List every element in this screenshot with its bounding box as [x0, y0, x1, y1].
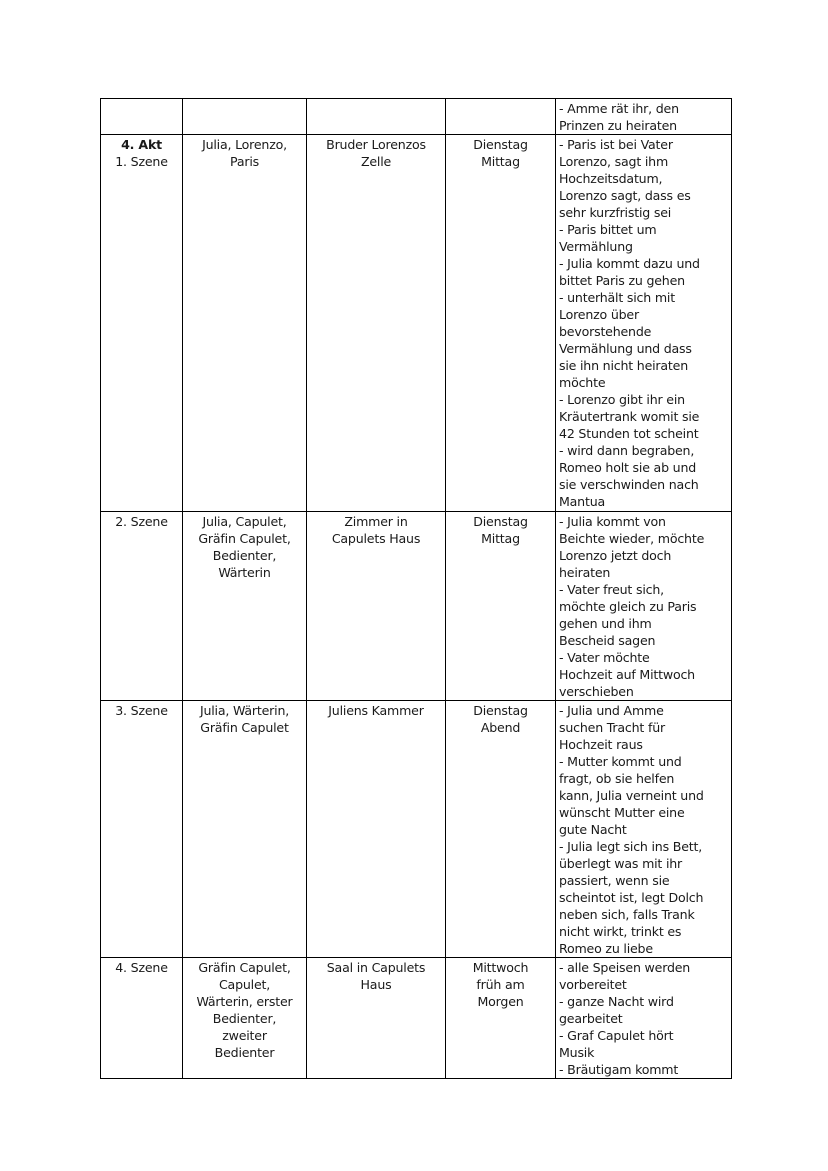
cell-line: gute Nacht: [559, 822, 627, 837]
cell-line: verschieben: [559, 684, 634, 699]
cell-line: Hochzeit auf Mittwoch: [559, 667, 695, 682]
cell-line: Morgen: [477, 994, 524, 1009]
cell-line: Bruder Lorenzos: [326, 137, 426, 152]
cell-line: Romeo zu liebe: [559, 941, 653, 956]
cell-line: - Graf Capulet hört: [559, 1028, 674, 1043]
cell-line: gehen und ihm: [559, 616, 652, 631]
place-cell: [307, 512, 446, 701]
cell-line: - Paris ist bei Vater: [559, 137, 673, 152]
notes-cell: [556, 701, 732, 958]
cell-line: Vermählung: [559, 239, 633, 254]
scene-table: [100, 98, 732, 1079]
cell-line: Abend: [480, 720, 521, 735]
cell-line: Lorenzo sagt, dass es: [559, 188, 691, 203]
cell-line: Hochzeitsdatum,: [559, 171, 663, 186]
cell-line: überlegt was mit ihr: [559, 856, 683, 871]
cell-line: - alle Speisen werden: [559, 960, 691, 975]
act-cell: [101, 512, 183, 701]
cell-line: suchen Tracht für: [559, 720, 665, 735]
cell-line: Bescheid sagen: [559, 633, 656, 648]
time-cell: [446, 958, 556, 1079]
cell-line: Mittag: [481, 154, 520, 169]
cell-line: Bedienter: [214, 1045, 275, 1060]
cell-line: sie verschwinden nach: [559, 477, 699, 492]
persons-cell: [183, 512, 307, 701]
cell-line: 1. Szene: [115, 154, 168, 169]
table-row: [101, 135, 732, 512]
place-cell: [307, 701, 446, 958]
cell-line: Paris: [230, 154, 259, 169]
place-cell: [307, 135, 446, 512]
cell-line: bittet Paris zu gehen: [559, 273, 685, 288]
act-heading: 4. Akt: [121, 137, 162, 152]
cell-line: Romeo holt sie ab und: [559, 460, 697, 475]
cell-line: früh am: [476, 977, 525, 992]
cell-line: Saal in Capulets: [326, 960, 426, 975]
cell-line: Capulet,: [218, 977, 271, 992]
cell-line: Juliens Kammer: [328, 703, 424, 718]
cell-line: - unterhält sich mit: [559, 290, 675, 305]
cell-line: 42 Stunden tot scheint: [559, 426, 699, 441]
time-cell: [446, 701, 556, 958]
cell-line: Lorenzo jetzt doch: [559, 548, 672, 563]
cell-line: - Paris bittet um: [559, 222, 657, 237]
cell-line: möchte: [559, 375, 606, 390]
cell-line: wünscht Mutter eine: [559, 805, 685, 820]
cell-line: kann, Julia verneint und: [559, 788, 704, 803]
cell-line: fragt, ob sie helfen: [559, 771, 675, 786]
cell-line: - Vater freut sich,: [559, 582, 664, 597]
cell-line: Julia, Capulet,: [202, 514, 287, 529]
cell-line: heiraten: [559, 565, 611, 580]
cell-line: Mantua: [559, 494, 606, 509]
cell-line: Capulets Haus: [331, 531, 421, 546]
cell-line: Lorenzo, sagt ihm: [559, 154, 669, 169]
cell-line: Mittag: [481, 531, 520, 546]
cell-line: Wärterin: [218, 565, 271, 580]
cell-line: - Julia kommt von: [559, 514, 666, 529]
cell-line: - Julia und Amme: [559, 703, 664, 718]
act-cell: [101, 958, 183, 1079]
persons-cell: [183, 99, 307, 135]
cell-line: - ganze Nacht wird: [559, 994, 674, 1009]
cell-line: passiert, wenn sie: [559, 873, 670, 888]
table-row: [101, 512, 732, 701]
cell-line: Zelle: [360, 154, 392, 169]
cell-line: gearbeitet: [559, 1011, 623, 1026]
cell-line: nicht wirkt, trinkt es: [559, 924, 682, 939]
cell-line: Bedienter,: [212, 1011, 277, 1026]
table-row: [101, 701, 732, 958]
cell-line: - Julia kommt dazu und: [559, 256, 700, 271]
cell-line: 2. Szene: [115, 514, 168, 529]
cell-line: Hochzeit raus: [559, 737, 643, 752]
cell-line: Bedienter,: [212, 548, 277, 563]
table-row: [101, 958, 732, 1079]
cell-line: Zimmer in: [344, 514, 408, 529]
cell-line: Vermählung und dass: [559, 341, 692, 356]
cell-line: - Amme rät ihr, den: [559, 101, 679, 116]
cell-line: bevorstehende: [559, 324, 652, 339]
persons-cell: [183, 701, 307, 958]
cell-line: zweiter: [222, 1028, 267, 1043]
cell-line: möchte gleich zu Paris: [559, 599, 697, 614]
cell-line: Gräfin Capulet,: [198, 960, 291, 975]
cell-line: Julia, Wärterin,: [199, 703, 290, 718]
cell-line: Julia, Lorenzo,: [202, 137, 287, 152]
cell-line: - Julia legt sich ins Bett,: [559, 839, 703, 854]
time-cell: [446, 135, 556, 512]
cell-line: - wird dann begraben,: [559, 443, 695, 458]
cell-line: - Lorenzo gibt ihr ein: [559, 392, 685, 407]
cell-line: - Vater möchte: [559, 650, 650, 665]
cell-line: Prinzen zu heiraten: [559, 118, 677, 133]
cell-line: sie ihn nicht heiraten: [559, 358, 688, 373]
time-cell: [446, 99, 556, 135]
act-cell: [101, 135, 183, 512]
persons-cell: [183, 958, 307, 1079]
cell-line: Haus: [360, 977, 392, 992]
cell-line: - Bräutigam kommt: [559, 1062, 679, 1077]
table-row: [101, 99, 732, 135]
cell-line: vorbereitet: [559, 977, 627, 992]
cell-line: Dienstag: [473, 703, 528, 718]
cell-line: Gräfin Capulet: [200, 720, 289, 735]
cell-line: 3. Szene: [115, 703, 168, 718]
cell-line: sehr kurzfristig sei: [559, 205, 672, 220]
place-cell: [307, 99, 446, 135]
cell-line: Dienstag: [473, 514, 528, 529]
persons-cell: [183, 135, 307, 512]
scene-table-body: [101, 99, 732, 1079]
act-cell: [101, 99, 183, 135]
cell-line: neben sich, falls Trank: [559, 907, 695, 922]
time-cell: [446, 512, 556, 701]
cell-line: Dienstag: [473, 137, 528, 152]
notes-cell: [556, 958, 732, 1079]
cell-line: - Mutter kommt und: [559, 754, 682, 769]
place-cell: [307, 958, 446, 1079]
cell-line: Musik: [559, 1045, 595, 1060]
act-cell: [101, 701, 183, 958]
cell-line: Gräfin Capulet,: [198, 531, 291, 546]
notes-cell: [556, 135, 732, 512]
notes-cell: [556, 512, 732, 701]
cell-line: scheintot ist, legt Dolch: [559, 890, 704, 905]
cell-line: Wärterin, erster: [196, 994, 293, 1009]
cell-line: Mittwoch: [472, 960, 529, 975]
cell-line: Beichte wieder, möchte: [559, 531, 705, 546]
cell-line: Kräutertrank womit sie: [559, 409, 700, 424]
notes-cell: [556, 99, 732, 135]
cell-line: 4. Szene: [115, 960, 168, 975]
cell-line: Lorenzo über: [559, 307, 639, 322]
